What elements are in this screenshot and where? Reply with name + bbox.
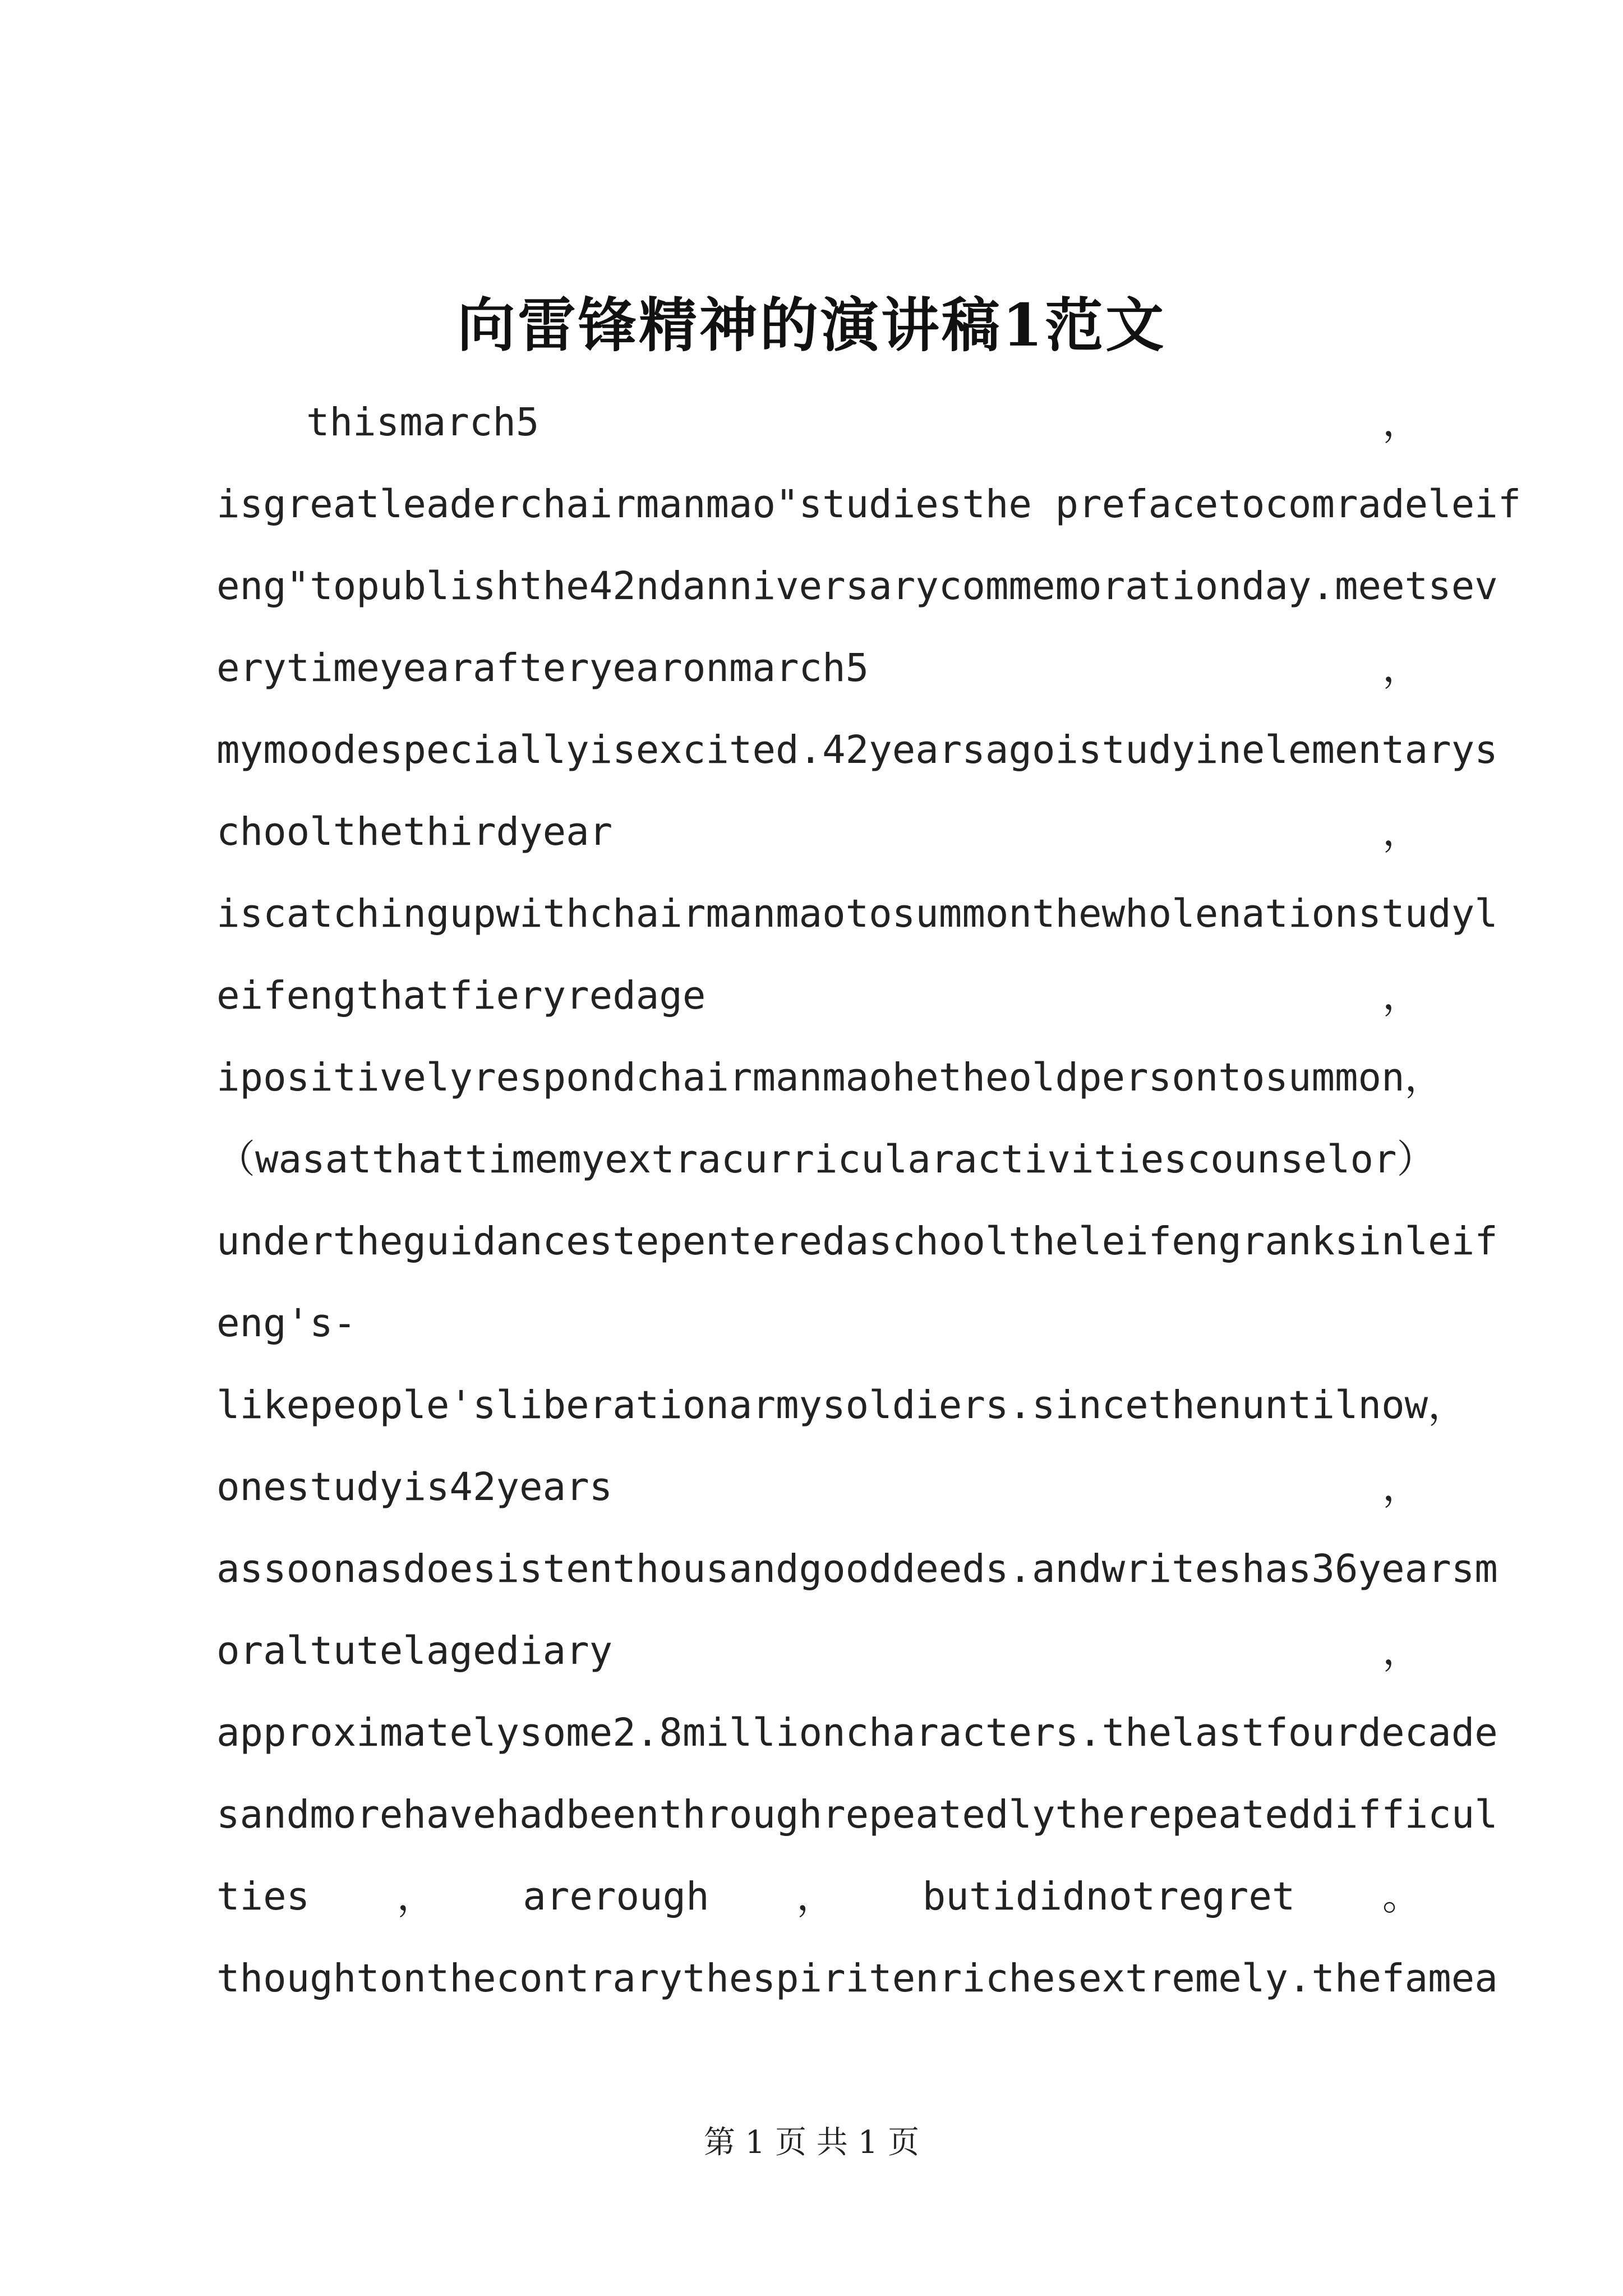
body-line-segment: eifengthatfieryredage — [216, 973, 706, 1018]
body-line-segment: ， — [1382, 1465, 1421, 1510]
body-line-segment: butididnotregret — [922, 1874, 1295, 1919]
body-line-segment: ， — [1382, 1628, 1421, 1673]
body-line-segment: erytimeyearafteryearonmarch5 — [216, 646, 869, 691]
body-line-segment: thoughtonthecontrarythespiritenrichesextremely.thefamea — [216, 1956, 1498, 2001]
body-line — [216, 873, 1498, 955]
body-line — [216, 1037, 1444, 1119]
body-line-segment: thismarch5 — [306, 400, 540, 445]
body-line-segment: choolthethirdyear — [216, 809, 613, 854]
body-line-segment: ， — [1382, 809, 1421, 854]
body-line — [216, 709, 1498, 791]
body-line-segment: （ — [216, 1137, 255, 1182]
body-line — [216, 1119, 1436, 1200]
body-line-segment: undertheguidancestepenteredaschooltheleifengranksinleif — [216, 1219, 1498, 1264]
body-line-segment: 。 — [1382, 1874, 1421, 1919]
body-line-segment: iscatchingupwithchairmanmaotosummonthewholenationstudyl — [216, 891, 1498, 936]
body-line — [216, 1610, 1421, 1692]
body-line — [216, 955, 1421, 1037]
body-line-segment: likepeople'sliberationarmysoldiers.sincethenuntilnow — [216, 1383, 1428, 1428]
body-line — [216, 1446, 1421, 1528]
body-line — [216, 1692, 1498, 1774]
body-line — [216, 1774, 1498, 1856]
body-line-segment: ， — [1404, 1055, 1444, 1100]
body-line — [216, 1200, 1498, 1282]
document-body — [216, 381, 1521, 2019]
body-line-segment: ， — [1382, 400, 1421, 445]
body-line-segment: eng"topublishthe42ndanniversarycommemorationday.meetsev — [216, 564, 1498, 609]
body-line-segment: arerough — [523, 1874, 709, 1919]
body-line-segment: ， — [796, 1874, 836, 1919]
body-line-segment: isgreatleaderchairmanmao"studiesthe prefacetocomradeleif — [216, 482, 1521, 527]
body-line — [216, 1282, 1421, 1364]
body-line-segment: ties — [216, 1874, 310, 1919]
body-line — [216, 1364, 1467, 1446]
body-line — [216, 463, 1521, 545]
body-line-segment: ipositivelyrespondchairmanmaohetheoldpersontosummon — [216, 1055, 1405, 1100]
body-line-segment: mymoodespeciallyisexcited.42yearsagoistudyinelementarys — [216, 728, 1498, 772]
body-line — [216, 1856, 1421, 1938]
body-line-segment: ， — [396, 1874, 436, 1919]
body-line-segment: sandmorehavehadbeenthroughrepeatedlytherepeateddifficul — [216, 1792, 1498, 1837]
body-line-segment: ） — [1396, 1137, 1436, 1182]
page-footer: 第 1 页 共 1 页 — [703, 2124, 920, 2161]
body-line — [216, 791, 1421, 873]
body-line-segment: assoonasdoesistenthousandgooddeeds.andwriteshas36yearsm — [216, 1547, 1498, 1591]
document-title: 向雷锋精神的演讲稿1范文 — [457, 291, 1166, 360]
body-line-segment: onestudyis42years — [216, 1465, 613, 1510]
body-line-segment: oraltutelagediary — [216, 1628, 613, 1673]
body-line — [216, 381, 1421, 463]
body-line — [216, 545, 1498, 627]
body-line-segment: ， — [1382, 973, 1421, 1018]
body-line-segment: ， — [1428, 1383, 1467, 1428]
body-line-segment: ， — [1382, 646, 1421, 691]
body-line-segment: eng's- — [216, 1301, 357, 1346]
body-line — [216, 627, 1421, 709]
body-line — [216, 1938, 1498, 2019]
body-line-segment: approximatelysome2.8millioncharacters.thelastfourdecade — [216, 1710, 1498, 1755]
body-line — [216, 1528, 1498, 1610]
body-line-segment: wasatthattimemyextracurricularactivitiescounselor — [255, 1137, 1397, 1182]
